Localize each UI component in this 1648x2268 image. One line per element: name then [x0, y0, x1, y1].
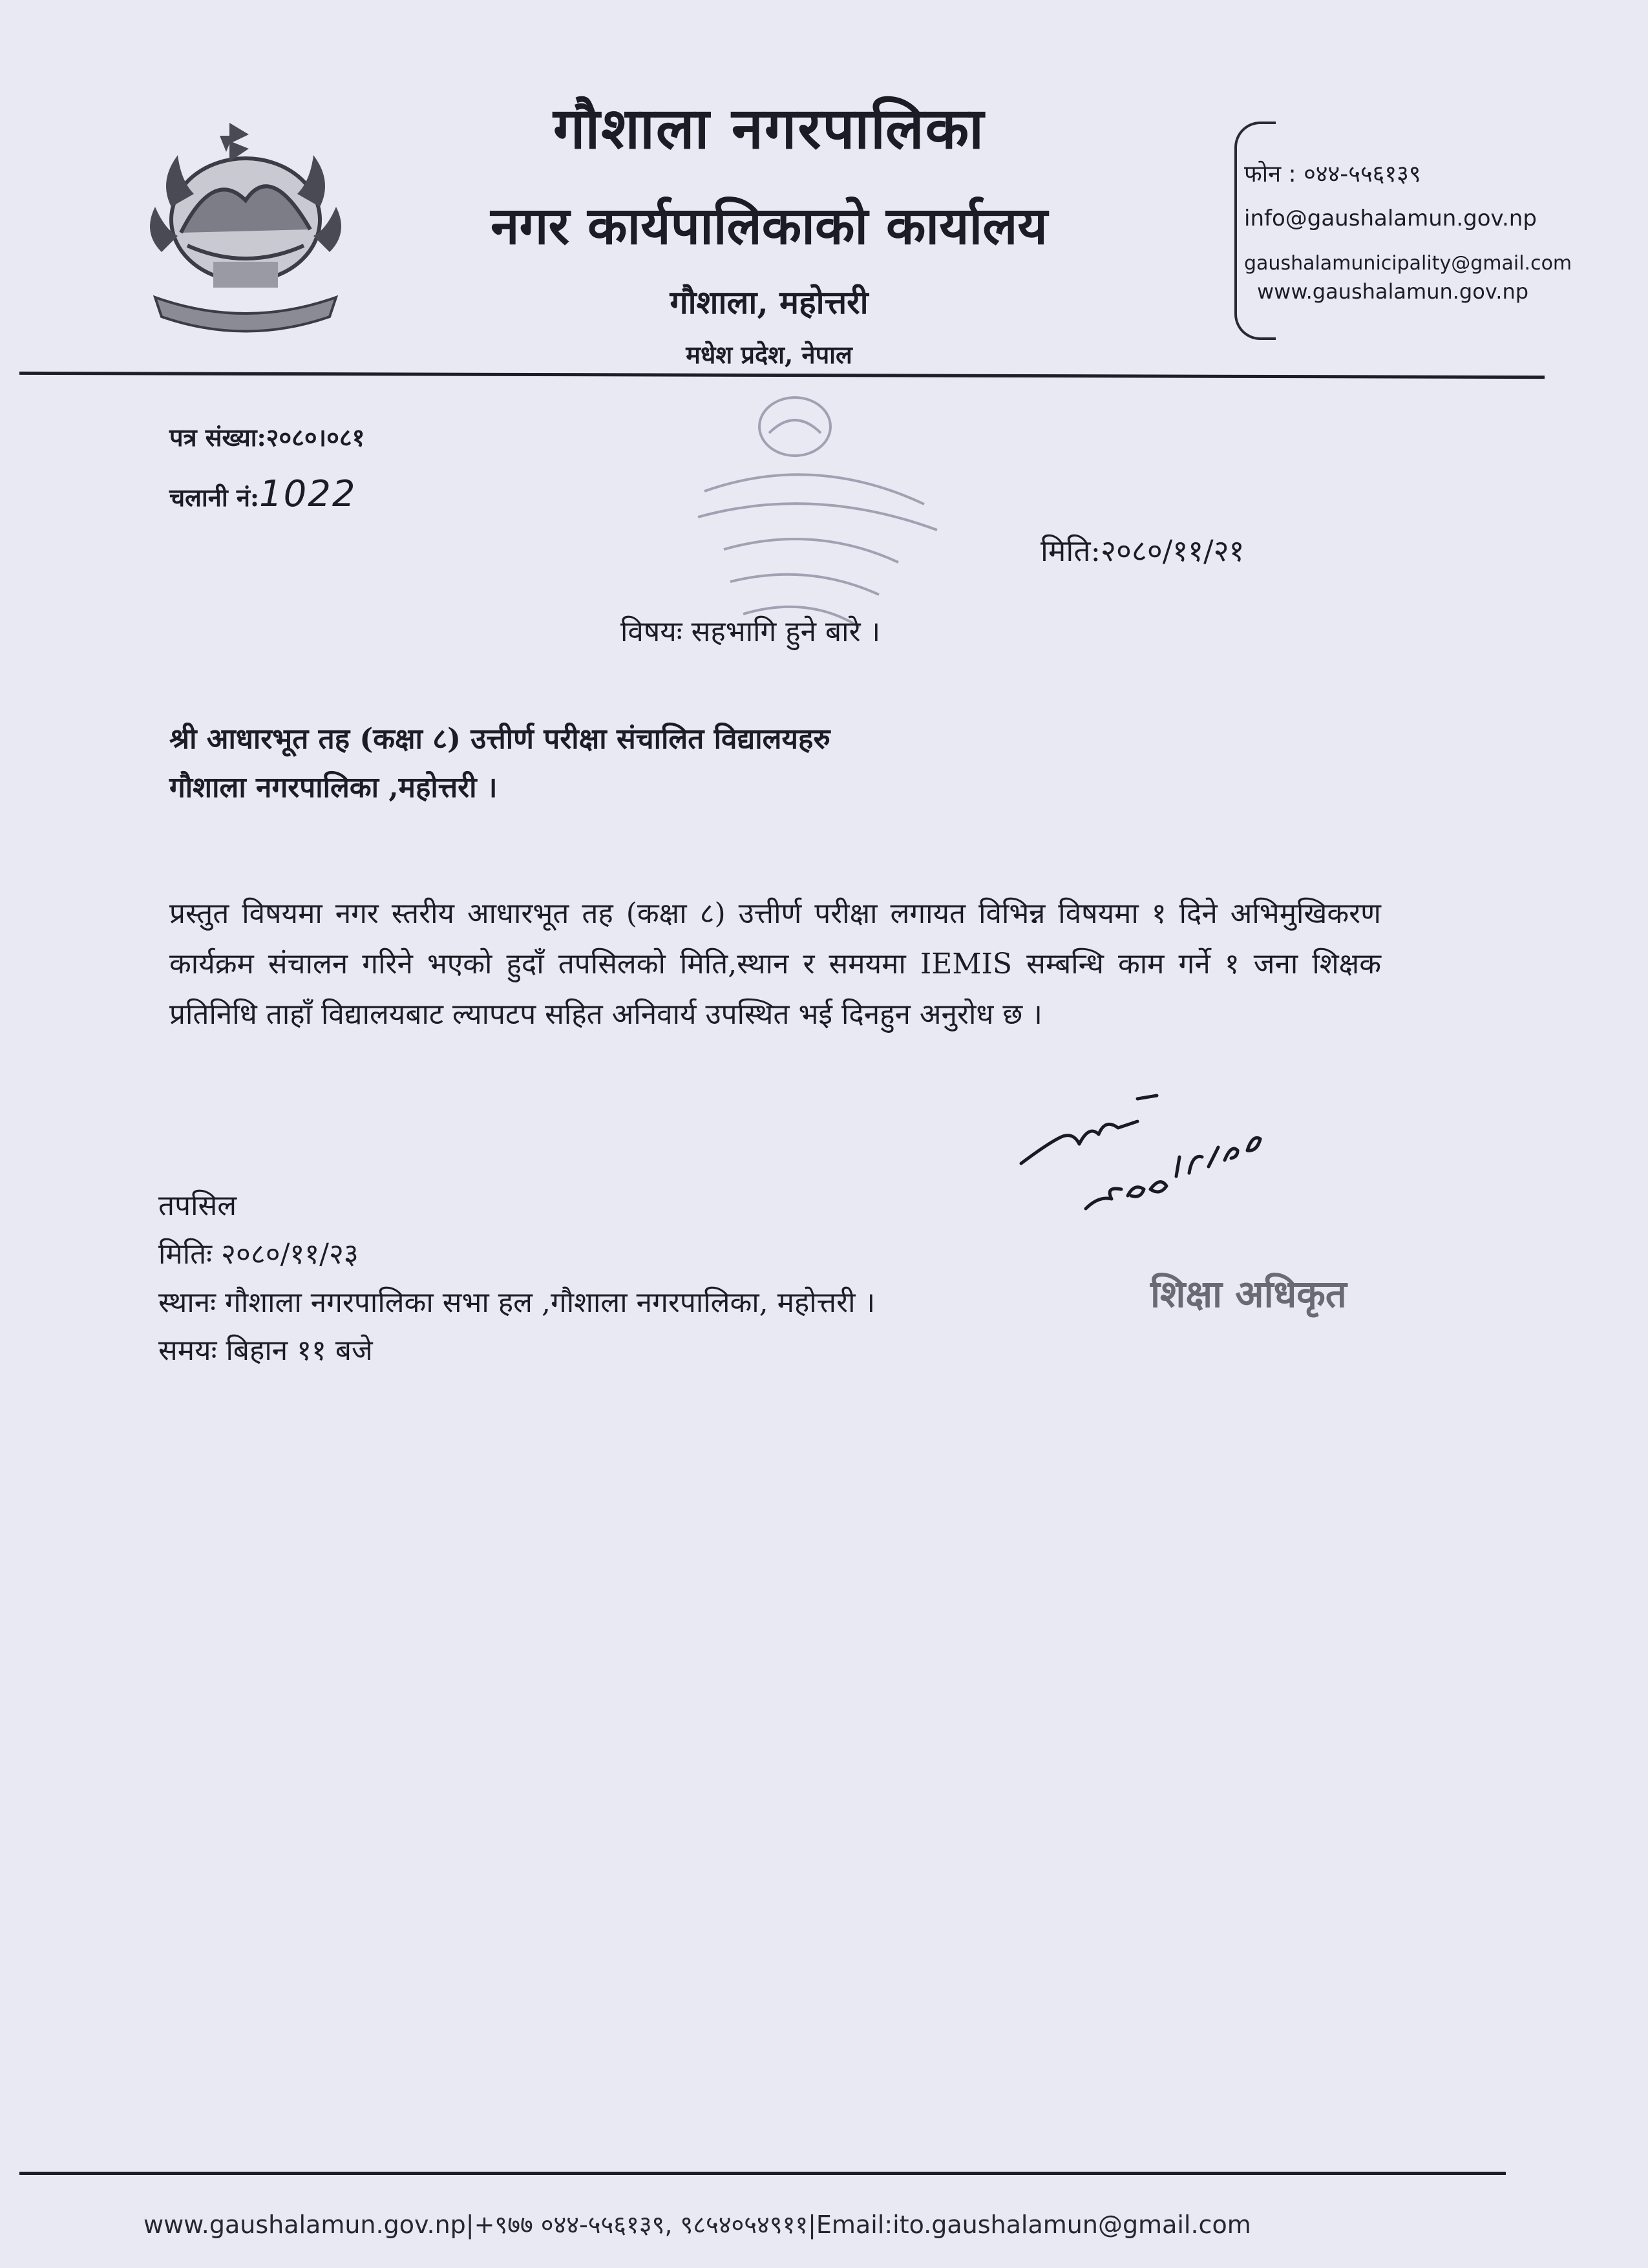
nepal-emblem-icon [116, 123, 375, 343]
letter-number-label: पत्र संख्या: [169, 423, 266, 452]
letter-number: २०८०।०८१ [266, 423, 365, 452]
schedule-heading: तपसिल [158, 1189, 237, 1222]
schedule [158, 1189, 875, 1368]
dispatch-number: 1022 [259, 472, 357, 515]
letter-number-row [169, 423, 364, 452]
officer-designation-stamp: शिक्षा अधिकृत [1150, 1272, 1347, 1316]
schedule-time: समयः बिहान ११ बजे [158, 1334, 373, 1368]
addressee-line-2: गौशाला नगरपालिका ,महोत्तरी । [169, 770, 498, 804]
schedule-place: स्थानः गौशाला नगरपालिका सभा हल ,गौशाला नगरपालिका, महोत्तरी । [158, 1286, 876, 1319]
letter-subject: विषयः सहभागि हुने बारे । [620, 615, 881, 648]
footer-contact: www.gaushalamun.gov.np|+९७७ ०४४-५५६१३९, ९८५४०५४९११|Email:ito.gaushalamun@gmail.com [143, 2210, 1251, 2239]
office-stamp-icon [666, 388, 963, 646]
schedule-date: मितिः २०८०/११/२३ [158, 1237, 359, 1271]
addressee [169, 723, 830, 805]
dispatch-number-row [169, 474, 364, 515]
addressee-line-1: श्री आधारभूत तह (कक्षा ८) उत्तीर्ण परीक्षा संचालित विद्यालयहरु [169, 723, 830, 756]
org-name: गौशाला नगरपालिका [553, 94, 986, 162]
office-province: मधेश प्रदेश, नेपाल [686, 340, 852, 369]
letter-meta [169, 423, 364, 515]
letter-date: मिति:२०८०/११/२१ [1041, 533, 1245, 568]
header-divider [19, 372, 1545, 379]
contact-email[interactable]: info@gaushalamun.gov.np [1244, 205, 1537, 231]
contact-block [1244, 161, 1572, 304]
contact-website[interactable]: www.gaushalamun.gov.np [1257, 279, 1529, 304]
office-name: नगर कार्यपालिकाको कार्यालय [491, 195, 1048, 256]
footer-divider [19, 2172, 1506, 2175]
handwritten-signature-icon [1008, 1060, 1305, 1228]
dispatch-label: चलानी नं: [169, 482, 260, 512]
office-location: गौशाला, महोत्तरी [670, 283, 869, 321]
contact-email-alt[interactable]: gaushalamunicipality@gmail.com [1244, 251, 1572, 275]
letter-body: प्रस्तुत विषयमा नगर स्तरीय आधारभूत तह (कक्षा ८) उत्तीर्ण परीक्षा लगायत विभिन्न विषयमा १ दिने अभिमुखिकरण कार्यक्रम संचालन गरिने भएको हुदाँ तपसिलको मिति,स्थान र समयमा IEMIS सम्बन्धि काम गर्ने १ जना शिक्षक प्रतिनिधि ताहाँ विद्यालयबाट ल्यापटप सहित अनिवार्य उपस्थित भई दिनहुन अनुरोध छ । [169, 897, 1381, 1031]
contact-phone: फोन : ०४४-५५६१३९ [1244, 161, 1421, 187]
